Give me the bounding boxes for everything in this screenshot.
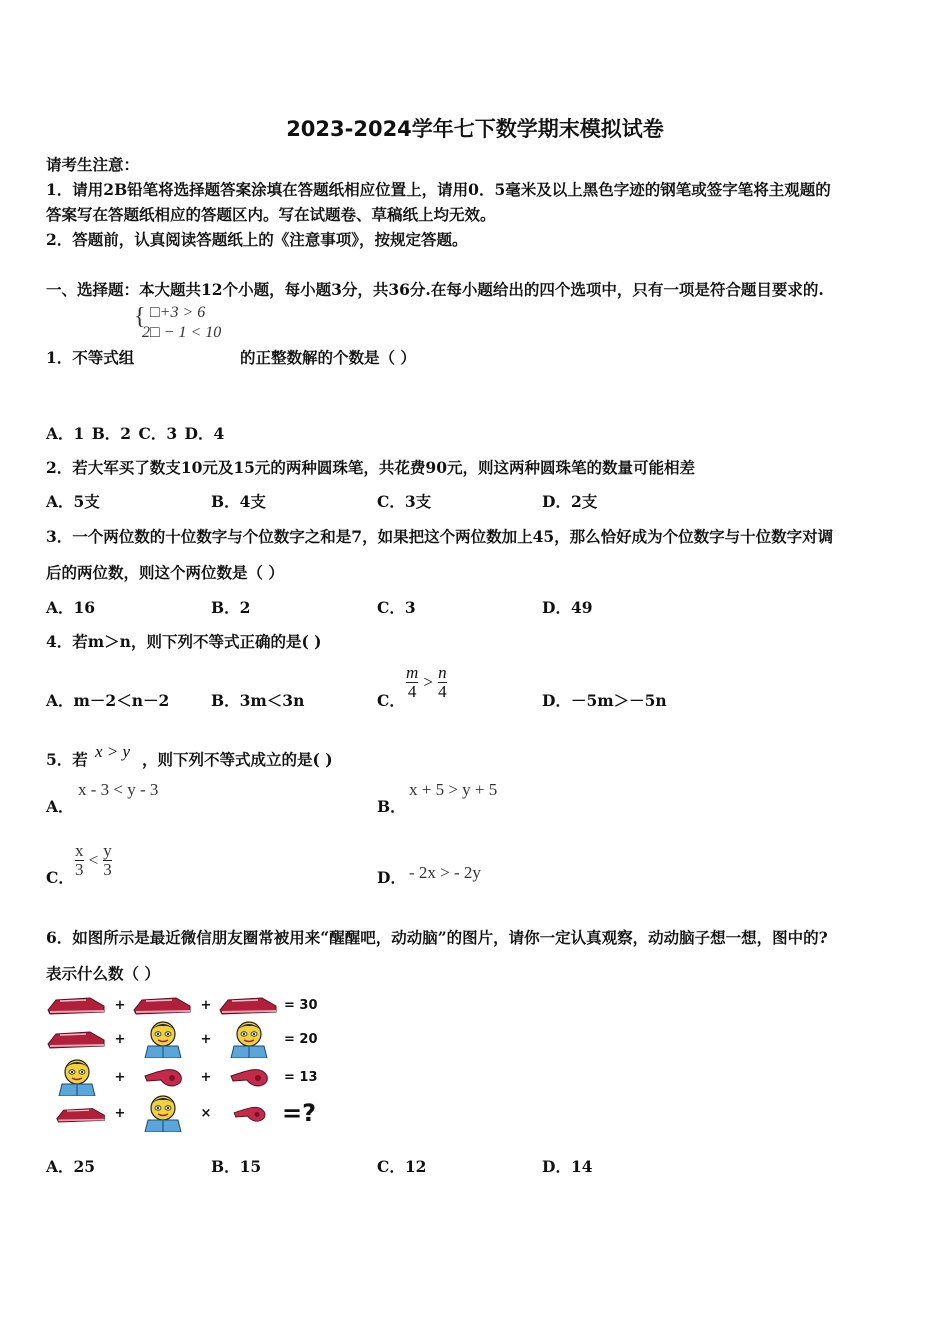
q3-stem-1: 3．一个两位数的十位数字与个位数字之和是7，如果把这个两位数加上45，那么恰好成为个位数字与十位数字对调 bbox=[46, 527, 834, 546]
shoe-icon bbox=[46, 992, 108, 1018]
kid-icon bbox=[218, 1020, 280, 1058]
q3-option-a: A．16 bbox=[46, 598, 96, 617]
q2-stem: 2．若大军买了数支10元及15元的两种圆珠笔，共花费90元，则这两种圆珠笔的数量可能相差 bbox=[46, 458, 695, 477]
frac-num: n bbox=[438, 663, 447, 682]
question-mark: =? bbox=[282, 1099, 317, 1127]
notice-line-2: 2．答题前，认真阅读答题纸上的《注意事项》，按规定答题。 bbox=[46, 230, 468, 249]
notice-heading: 请考生注意： bbox=[46, 155, 140, 174]
q5-option-d-expr: - 2x > - 2y bbox=[409, 863, 481, 882]
q1-prefix: 1．不等式组 bbox=[46, 348, 135, 367]
q5-suffix: ，则下列不等式成立的是( ) bbox=[142, 750, 333, 769]
shoe-icon bbox=[132, 992, 194, 1018]
puzzle-equation-1 bbox=[46, 988, 318, 1022]
q5-option-a-label: A． bbox=[46, 797, 74, 816]
q2-option-d: D．2支 bbox=[542, 492, 598, 511]
q1-suffix: 的正整数解的个数是（ ） bbox=[240, 348, 416, 367]
brace: { bbox=[134, 304, 146, 330]
q3-option-b: B．2 bbox=[211, 598, 251, 617]
q5-option-b-expr: x + 5 > y + 5 bbox=[409, 780, 498, 799]
plus-sign: + bbox=[114, 1069, 126, 1085]
frac-num: m bbox=[406, 663, 419, 682]
plus-sign: + bbox=[114, 1105, 126, 1121]
q4-option-c-label: C． bbox=[377, 691, 405, 710]
q5-prefix: 5．若 bbox=[46, 750, 88, 769]
q1-options: A．1 B．2 C．3 D．4 bbox=[46, 424, 225, 443]
plus-sign: + bbox=[114, 1031, 126, 1047]
q5-option-c-expr bbox=[75, 842, 112, 879]
plus-sign: + bbox=[114, 997, 126, 1013]
q5-option-c-label: C． bbox=[46, 868, 74, 887]
notice-line-1: 1．请用2B铅笔将选择题答案涂填在答题纸相应位置上，请用0．5毫米及以上黑色字迹的钢笔或签字笔将主观题的 bbox=[46, 180, 831, 199]
q4-option-c-expr bbox=[406, 664, 447, 701]
q6-stem-2: 表示什么数（ ） bbox=[46, 964, 160, 983]
puzzle-equation-2 bbox=[46, 1022, 318, 1056]
frac-den: 3 bbox=[103, 860, 112, 879]
q4-option-b: B．3m＜3n bbox=[211, 691, 305, 710]
whistle-icon bbox=[218, 1100, 280, 1126]
whistle-icon bbox=[218, 1064, 280, 1090]
q2-option-a: A．5支 bbox=[46, 492, 100, 511]
kid-icon bbox=[132, 1094, 194, 1132]
q6-option-d: D．14 bbox=[542, 1157, 593, 1176]
plus-sign: + bbox=[200, 1031, 212, 1047]
frac-op: > bbox=[423, 672, 433, 692]
section-heading: 一、选择题：本大题共12个小题，每小题3分，共36分.在每小题给出的四个选项中，只有一项是符合题目要求的. bbox=[46, 280, 824, 299]
q3-stem-2: 后的两位数，则这个两位数是（ ） bbox=[46, 563, 284, 582]
q4-stem: 4．若m＞n，则下列不等式正确的是( ) bbox=[46, 632, 322, 651]
whistle-icon bbox=[132, 1064, 194, 1090]
plus-sign: + bbox=[200, 1069, 212, 1085]
q4-option-a: A．m－2＜n－2 bbox=[46, 691, 170, 710]
frac-den: 3 bbox=[75, 860, 84, 879]
system-line-1: □+3 > 6 bbox=[150, 304, 206, 321]
equation-result: = 30 bbox=[284, 997, 318, 1013]
q6-stem-1: 6．如图所示是最近微信朋友圈常被用来“醒醒吧，动动脑”的图片，请你一定认真观察，动动脑子想一想，图中的? bbox=[46, 928, 828, 947]
times-sign: × bbox=[200, 1105, 212, 1121]
q2-option-c: C．3支 bbox=[377, 492, 432, 511]
q6-option-c: C．12 bbox=[377, 1157, 427, 1176]
frac-den: 4 bbox=[407, 682, 417, 701]
q4-option-d: D．－5m＞－5n bbox=[542, 691, 667, 710]
q6-option-a: A．25 bbox=[46, 1157, 96, 1176]
equation-result: = 13 bbox=[284, 1069, 318, 1085]
q5-option-a-expr: x - 3 < y - 3 bbox=[78, 780, 159, 799]
frac-den: 4 bbox=[438, 682, 447, 701]
page-title: 2023-2024学年七下数学期末模拟试卷 bbox=[286, 117, 664, 141]
puzzle-equation-4 bbox=[46, 1096, 316, 1130]
kid-icon bbox=[132, 1020, 194, 1058]
equation-result: = 20 bbox=[284, 1031, 318, 1047]
plus-sign: + bbox=[200, 997, 212, 1013]
puzzle-equation-3 bbox=[46, 1060, 318, 1094]
q5-condition: x > y bbox=[95, 742, 131, 761]
q6-option-b: B．15 bbox=[211, 1157, 262, 1176]
kid-icon bbox=[46, 1058, 108, 1096]
shoe-icon bbox=[46, 1026, 108, 1052]
frac-num: y bbox=[103, 841, 112, 860]
q5-option-b-label: B． bbox=[377, 797, 406, 816]
system-line-2: 2□ − 1 < 10 bbox=[142, 324, 222, 341]
q5-option-d-label: D． bbox=[377, 868, 406, 887]
frac-num: x bbox=[75, 841, 84, 860]
shoe-icon bbox=[46, 1100, 108, 1126]
frac-op: < bbox=[88, 850, 99, 870]
q2-option-b: B．4支 bbox=[211, 492, 266, 511]
shoe-icon bbox=[218, 992, 280, 1018]
notice-line-1b: 答案写在答题纸相应的答题区内。写在试题卷、草稿纸上均无效。 bbox=[46, 205, 496, 224]
q3-option-d: D．49 bbox=[542, 598, 593, 617]
q3-option-c: C．3 bbox=[377, 598, 416, 617]
